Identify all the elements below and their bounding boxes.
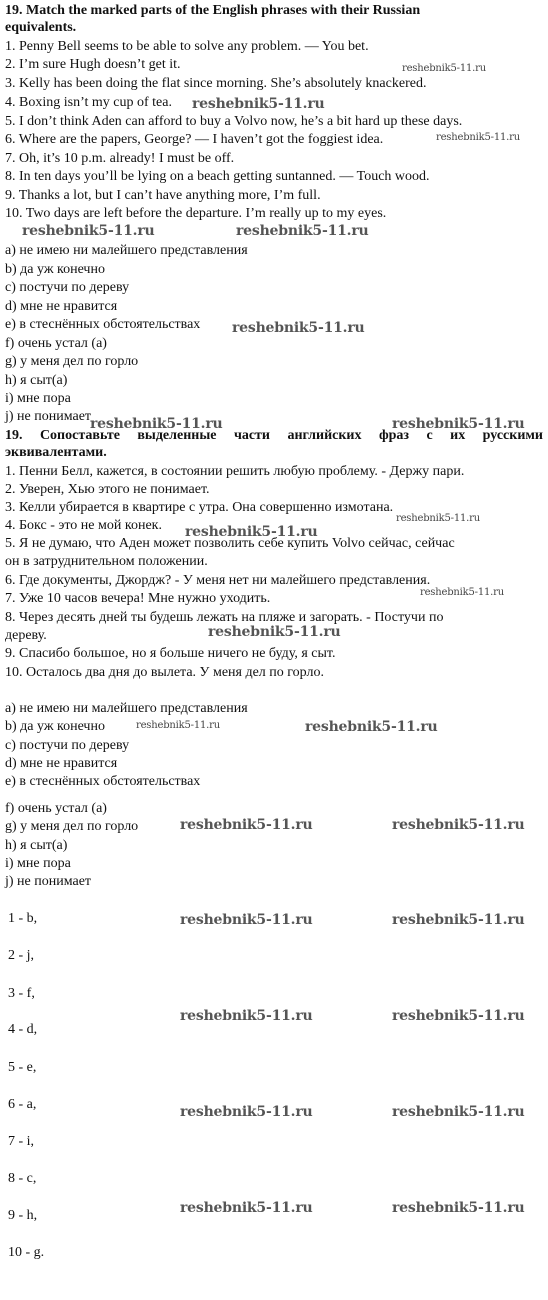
heading-ru-line2: эквивалентами.: [5, 445, 107, 460]
phrase-ru-5-cont: он в затруднительном положении.: [5, 554, 208, 569]
watermark: reshebnik5-11.ru: [392, 1200, 525, 1216]
option-ru-e: e) в стеснённых обстоятельствах: [5, 774, 201, 789]
option-ru-i: i) мне пора: [5, 856, 71, 871]
phrase-ru-7: 7. Уже 10 часов вечера! Мне нужно уходить.: [5, 591, 271, 606]
watermark: reshebnik5-11.ru: [392, 1008, 525, 1024]
answer-7: 7 - i,: [8, 1134, 35, 1149]
option-en-i: i) мне пора: [5, 391, 71, 406]
answer-1: 1 - b,: [8, 911, 38, 926]
phrase-ru-8: 8. Через десять дней ты будешь лежать на пляже и загорать. - Постучи по: [5, 610, 444, 625]
watermark: reshebnik5-11.ru: [305, 719, 438, 735]
phrase-ru-4: 4. Бокс - это не мой конек.: [5, 518, 162, 533]
phrase-en-1: 1. Penny Bell seems to be able to solve any problem. — You bet.: [5, 39, 369, 54]
phrase-ru-2: 2. Уверен, Хью этого не понимает.: [5, 482, 210, 497]
option-ru-d: d) мне не нравится: [5, 756, 118, 771]
option-ru-f: f) очень устал (а): [5, 801, 107, 816]
heading-en-line1: 19. Match the marked parts of the English phrases with their Russian: [5, 3, 421, 18]
phrase-en-9: 9. Thanks a lot, but I can’t have anything more, I’m full.: [5, 188, 321, 203]
answer-2: 2 - j,: [8, 948, 35, 963]
watermark: reshebnik5-11.ru: [22, 223, 155, 239]
watermark: reshebnik5-11.ru: [232, 320, 365, 336]
watermark: reshebnik5-11.ru: [208, 624, 341, 640]
watermark: reshebnik5-11.ru: [392, 817, 525, 833]
phrase-ru-8-cont: дереву.: [5, 628, 47, 643]
watermark: reshebnik5-11.ru: [402, 63, 486, 74]
phrase-en-8: 8. In ten days you’ll be lying on a beach getting suntanned. — Touch wood.: [5, 169, 430, 184]
phrase-en-2: 2. I’m sure Hugh doesn’t get it.: [5, 57, 181, 72]
option-en-h: h) я сыт(а): [5, 373, 68, 388]
phrase-en-5: 5. I don’t think Aden can afford to buy a Volvo now, he’s a bit hard up these days.: [5, 114, 463, 129]
watermark: reshebnik5-11.ru: [392, 912, 525, 928]
phrase-en-7: 7. Oh, it’s 10 p.m. already! I must be off.: [5, 151, 235, 166]
answer-4: 4 - d,: [8, 1022, 38, 1037]
watermark: reshebnik5-11.ru: [180, 1104, 313, 1120]
watermark: reshebnik5-11.ru: [392, 416, 525, 432]
option-en-b: b) да уж конечно: [5, 262, 105, 277]
option-ru-a: a) не имею ни малейшего представления: [5, 701, 248, 716]
option-en-e: e) в стеснённых обстоятельствах: [5, 317, 201, 332]
phrase-en-4: 4. Boxing isn’t my cup of tea.: [5, 95, 172, 110]
phrase-ru-1: 1. Пенни Белл, кажется, в состоянии решить любую проблему. - Держу пари.: [5, 464, 465, 479]
phrase-ru-6: 6. Где документы, Джордж? - У меня нет ни малейшего представления.: [5, 573, 431, 588]
watermark: reshebnik5-11.ru: [185, 524, 318, 540]
answer-6: 6 - a,: [8, 1097, 37, 1112]
option-ru-b: b) да уж конечно: [5, 719, 105, 734]
answer-8: 8 - c,: [8, 1171, 37, 1186]
answer-10: 10 - g.: [8, 1245, 45, 1260]
phrase-ru-9: 9. Спасибо большое, но я больше ничего не буду, я сыт.: [5, 646, 336, 661]
watermark: reshebnik5-11.ru: [180, 912, 313, 928]
option-en-g: g) у меня дел по горло: [5, 354, 139, 369]
phrase-ru-3: 3. Келли убирается в квартире с утра. Она совершенно измотана.: [5, 500, 394, 515]
option-ru-g: g) у меня дел по горло: [5, 819, 139, 834]
option-ru-c: c) постучи по дереву: [5, 738, 130, 753]
option-en-c: c) постучи по дереву: [5, 280, 130, 295]
option-ru-h: h) я сыт(а): [5, 838, 68, 853]
option-en-f: f) очень устал (а): [5, 336, 107, 351]
watermark: reshebnik5-11.ru: [436, 132, 520, 143]
watermark: reshebnik5-11.ru: [180, 1200, 313, 1216]
phrase-ru-5: 5. Я не думаю, что Аден может позволить себе купить Volvo сейчас, сейчас: [5, 536, 455, 551]
option-en-j: j) не понимает: [5, 409, 92, 424]
answer-9: 9 - h,: [8, 1208, 38, 1223]
watermark: reshebnik5-11.ru: [180, 817, 313, 833]
watermark: reshebnik5-11.ru: [180, 1008, 313, 1024]
watermark: reshebnik5-11.ru: [136, 720, 220, 731]
answer-3: 3 - f,: [8, 986, 35, 1001]
watermark: reshebnik5-11.ru: [192, 96, 325, 112]
watermark: reshebnik5-11.ru: [392, 1104, 525, 1120]
answer-5: 5 - e,: [8, 1060, 37, 1075]
watermark: reshebnik5-11.ru: [396, 513, 480, 524]
phrase-en-3: 3. Kelly has been doing the flat since morning. She’s absolutely knackered.: [5, 76, 427, 91]
option-en-a: a) не имею ни малейшего представления: [5, 243, 248, 258]
phrase-en-10: 10. Two days are left before the departure. I’m really up to my eyes.: [5, 206, 387, 221]
phrase-ru-10: 10. Осталось два дня до вылета. У меня дел по горло.: [5, 665, 324, 680]
option-en-d: d) мне не нравится: [5, 299, 118, 314]
phrase-en-6: 6. Where are the papers, George? — I haven’t got the foggiest idea.: [5, 132, 384, 147]
watermark: reshebnik5-11.ru: [420, 587, 504, 598]
option-ru-j: j) не понимает: [5, 874, 92, 889]
heading-ru-line1: 19. Сопоставьте выделенные части английских фраз с их русскими: [5, 428, 543, 443]
watermark: reshebnik5-11.ru: [236, 223, 369, 239]
watermark: reshebnik5-11.ru: [90, 416, 223, 432]
heading-en-line2: equivalents.: [5, 20, 77, 35]
